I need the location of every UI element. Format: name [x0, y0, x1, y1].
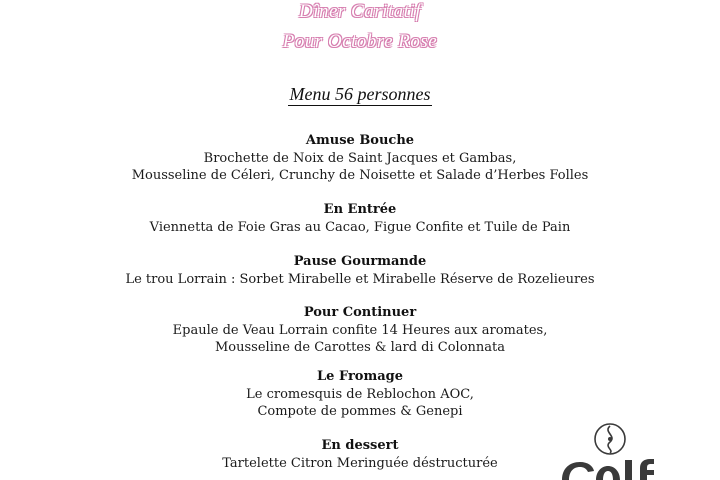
section-line: Le trou Lorrain : Sorbet Mirabelle et Mirabelle Réserve de Rozelieures: [125, 272, 595, 287]
menu-section-amuse-bouche: [0, 132, 720, 184]
section-line: Epaule de Veau Lorrain confite 14 Heures aux aromates,: [172, 323, 548, 338]
section-heading: Le Fromage: [317, 369, 403, 384]
menu-section-fromage: [0, 368, 720, 420]
section-heading: Pour Continuer: [303, 305, 417, 320]
section-heading: Amuse Bouche: [305, 133, 415, 148]
menu-section-entree: [0, 201, 720, 236]
section-heading: En Entrée: [323, 202, 397, 217]
event-title-line-2: Pour Octobre Rose: [282, 31, 438, 52]
section-line: Compote de pommes & Genepi: [257, 404, 463, 419]
event-title-line-1: Dîner Caritatif: [298, 1, 422, 22]
section-line: Mousseline de Carottes & lard di Colonnata: [214, 340, 505, 355]
section-line: Tartelette Citron Meringuée déstructurée: [222, 456, 498, 471]
section-heading: Pause Gourmande: [293, 254, 427, 269]
restaurant-logo-icon: [548, 418, 720, 480]
section-line: Brochette de Noix de Saint Jacques et Gambas,: [203, 151, 517, 166]
menu-section-pour-continuer: [0, 304, 720, 356]
menu-count-heading: [0, 84, 720, 105]
section-heading: En dessert: [321, 438, 399, 453]
menu-section-pause-gourmande: [0, 253, 720, 288]
section-line: Viennetta de Foie Gras au Cacao, Figue Confite et Tuile de Pain: [149, 220, 571, 235]
menu-count-text: Menu 56 personnes: [289, 84, 431, 104]
section-line: Mousseline de Céleri, Crunchy de Noisette et Salade d’Herbes Folles: [131, 168, 589, 183]
section-line: Le cromesquis de Reblochon AOC,: [246, 387, 474, 402]
